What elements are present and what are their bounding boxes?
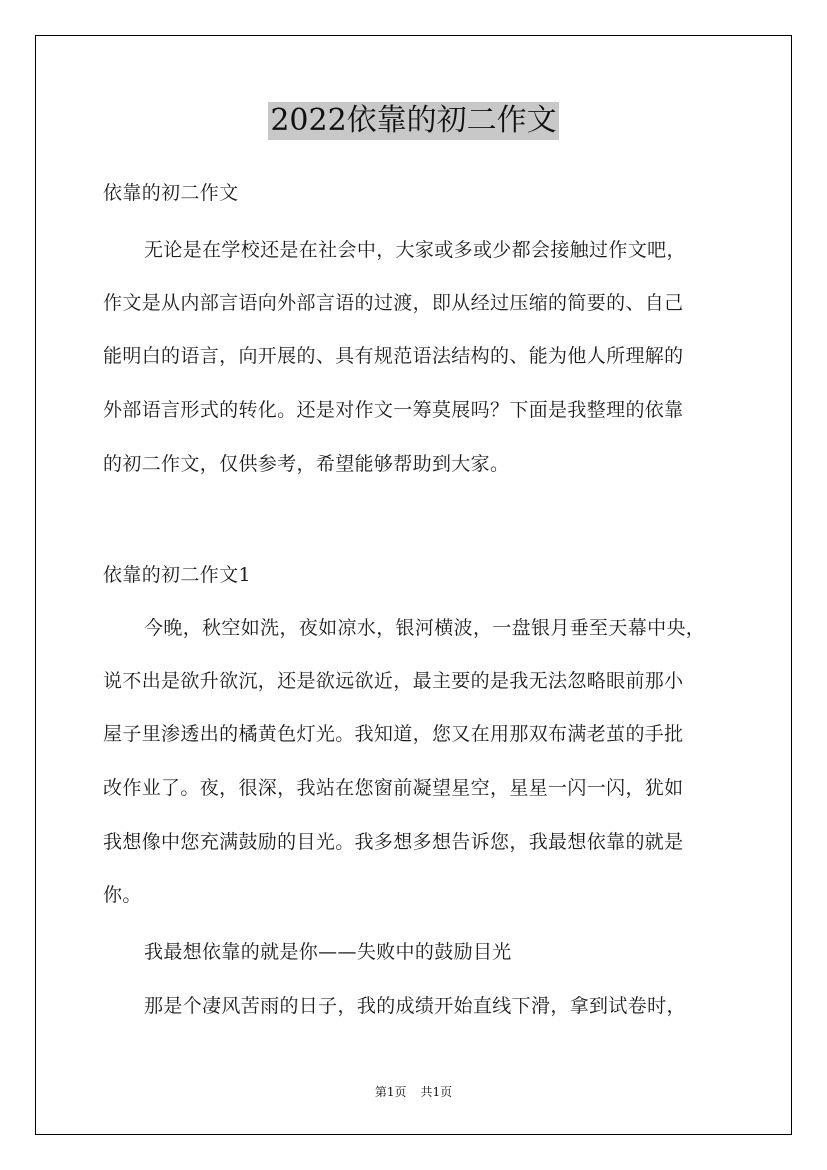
paragraph-line: 屋子里渗透出的橘黄色灯光。我知道，您又在用那双布满老茧的手批 xyxy=(103,723,684,745)
paragraph-line: 你。 xyxy=(103,884,142,906)
page-number: 第1页 xyxy=(374,1085,407,1099)
paragraph-line: 我最想依靠的就是你——失败中的鼓励目光 xyxy=(144,941,512,963)
title-wrapper xyxy=(0,102,827,140)
page-footer xyxy=(0,1083,827,1100)
paragraph-line: 我想像中您充满鼓励的目光。我多想多想告诉您，我最想依靠的就是 xyxy=(103,831,684,853)
paragraph-line: 外部语言形式的转化。还是对作文一筹莫展吗？下面是我整理的依靠 xyxy=(103,399,684,421)
paragraph-line: 说不出是欲升欲沉，还是欲远欲近，最主要的是我无法忽略眼前那小 xyxy=(103,670,684,692)
paragraph-line: 能明白的语言，向开展的、具有规范语法结构的、能为他人所理解的 xyxy=(103,345,684,367)
paragraph-line: 改作业了。夜，很深，我站在您窗前凝望星空，星星一闪一闪，犹如 xyxy=(103,777,684,799)
document-title: 2022依靠的初二作文 xyxy=(270,103,557,138)
page-total: 共1页 xyxy=(420,1085,453,1099)
paragraph-line: 那是个凄风苦雨的日子，我的成绩开始直线下滑，拿到试卷时， xyxy=(144,995,686,1017)
paragraph-line: 无论是在学校还是在社会中，大家或多或少都会接触过作文吧， xyxy=(144,239,686,261)
section-heading: 依靠的初二作文1 xyxy=(103,564,251,586)
paragraph-line: 作文是从内部言语向外部言语的过渡，即从经过压缩的简要的、自己 xyxy=(103,292,684,314)
paragraph-line: 今晚，秋空如洗，夜如凉水，银河横波，一盘银月垂至天幕中央， xyxy=(144,617,706,639)
subtitle: 依靠的初二作文 xyxy=(103,182,239,204)
paragraph-line: 的初二作文，仅供参考，希望能够帮助到大家。 xyxy=(103,453,510,475)
